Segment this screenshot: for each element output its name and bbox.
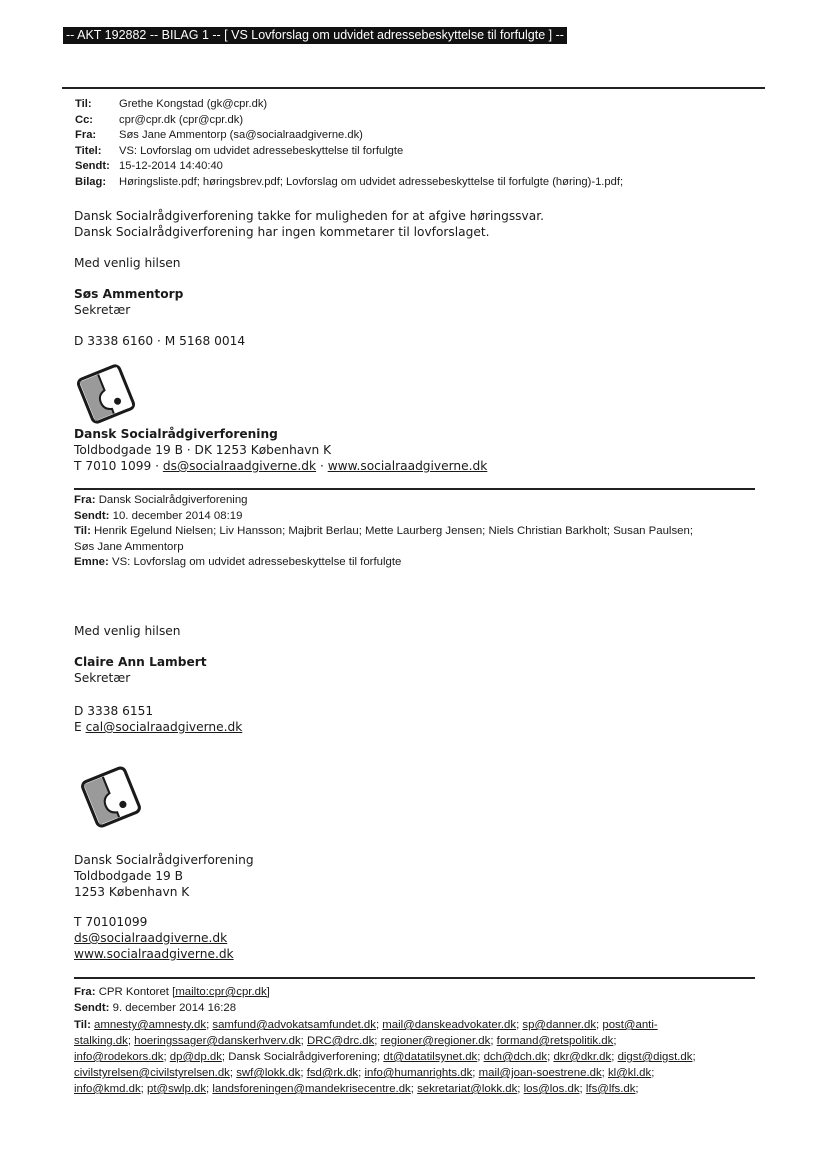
email-link[interactable]: ds@socialraadgiverne.dk	[74, 931, 228, 945]
recipient-separator: ;	[410, 1083, 418, 1095]
recipient-separator: ;	[206, 1019, 213, 1031]
recipient-separator: ;	[472, 1067, 479, 1079]
signature-contact	[74, 703, 242, 735]
attachments-label: Bilag:	[75, 175, 107, 188]
recipient-line	[74, 1033, 696, 1049]
recipient-separator: ;	[651, 1067, 655, 1079]
recipient-email-link[interactable]: dch@dch.dk	[483, 1051, 548, 1063]
recipient-email-link[interactable]: DRC@drc.dk	[307, 1035, 375, 1047]
attachments-value: Høringsliste.pdf; høringsbrev.pdf; Lovforslag om udvidet adressebeskyttelse til forfulgte (høring)-1.pdf;	[119, 175, 624, 188]
divider	[74, 488, 755, 490]
recipient-separator: ;	[206, 1083, 213, 1095]
recipient-separator: ;	[613, 1035, 617, 1047]
signature-phones: D 3338 6160 · M 5168 0014	[74, 334, 246, 348]
recipient-separator: ;	[490, 1035, 497, 1047]
to-value-continued: Søs Jane Ammentorp	[74, 540, 184, 553]
divider	[74, 977, 755, 979]
organization-phone: T 70101099	[74, 915, 148, 929]
recipient-separator: ;	[300, 1067, 307, 1079]
to-value: Grethe Kongstad (gk@cpr.dk)	[119, 98, 268, 110]
recipient-email-link[interactable]: info@kmd.dk	[74, 1083, 141, 1095]
email-prefix: E	[74, 720, 86, 734]
recipient-email-link[interactable]: mail@danskeadvokater.dk	[382, 1019, 517, 1031]
recipient-email-link[interactable]: amnesty@amnesty.dk	[94, 1019, 207, 1031]
from-label: Fra:	[75, 129, 97, 142]
signature-block	[74, 654, 207, 686]
recipient-separator: ;	[229, 1067, 237, 1079]
recipient-email-link[interactable]: mail@joan-soestrene.dk	[478, 1067, 602, 1079]
recipient-email-link[interactable]: stalking.dk	[74, 1035, 128, 1047]
sent-label: Sendt:	[74, 1001, 110, 1014]
greeting: Med venlig hilsen	[74, 624, 181, 638]
recipient-separator: ;	[611, 1051, 618, 1063]
organization-name: Dansk Socialrådgiverforening	[74, 427, 278, 441]
cc-label: Cc:	[75, 113, 94, 126]
message-line: Dansk Socialrådgiverforening takke for muligheden for at afgive høringssvar.	[74, 209, 544, 223]
email-link[interactable]: ds@socialraadgiverne.dk	[162, 459, 317, 473]
recipient-email-link[interactable]: regioner@regioner.dk	[380, 1035, 491, 1047]
organization-contact	[74, 914, 234, 962]
mailto-link[interactable]: [mailto:cpr@cpr.dk]	[172, 986, 270, 998]
recipient-list	[74, 1017, 696, 1097]
recipient-line	[74, 1049, 696, 1065]
divider	[62, 87, 765, 89]
organization-street: Toldbodgade 19 B	[74, 869, 183, 883]
signature-role: Sekretær	[74, 303, 131, 317]
signature-role: Sekretær	[74, 671, 131, 685]
recipient-email-link[interactable]: lfs@lfs.dk	[585, 1083, 636, 1095]
greeting: Med venlig hilsen	[74, 256, 181, 270]
recipient-separator: ;	[140, 1083, 147, 1095]
from-value: Søs Jane Ammentorp (sa@socialraadgiverne.dk)	[119, 129, 363, 142]
from-label: Fra:	[74, 494, 96, 506]
recipient-email-link[interactable]: landsforeningen@mandekrisecentre.dk	[212, 1083, 411, 1095]
recipient-separator: ;	[635, 1083, 639, 1095]
recipient-separator: ;	[516, 1019, 523, 1031]
recipient-separator: ;	[374, 1035, 381, 1047]
recipient-separator: ;	[547, 1051, 554, 1063]
email-line	[74, 719, 242, 735]
recipient-line	[74, 1065, 696, 1081]
signature-name: Claire Ann Lambert	[74, 655, 207, 669]
organization-city: 1253 København K	[74, 885, 190, 899]
subject-value: VS: Lovforslag om udvidet adressebeskyttelse til forfulgte	[111, 556, 402, 568]
recipient-email-link[interactable]: dkr@dkr.dk	[553, 1051, 612, 1063]
sent-value: 15-12-2014 14:40:40	[119, 160, 223, 173]
organization-name: Dansk Socialrådgiverforening	[74, 853, 254, 867]
recipient-email-link[interactable]: dt@datatilsynet.dk	[383, 1051, 478, 1063]
phone-text: T 7010 1099 ·	[74, 459, 163, 473]
to-label: Til:	[75, 98, 92, 110]
recipient-email-link[interactable]: fsd@rk.dk	[306, 1067, 359, 1079]
recipient-line	[74, 1017, 696, 1033]
separator: ·	[316, 459, 328, 473]
organization-address: Toldbodgade 19 B · DK 1253 København K	[74, 443, 332, 457]
email-link[interactable]: cal@socialraadgiverne.dk	[85, 720, 243, 734]
recipient-email-link[interactable]: post@anti-	[602, 1019, 658, 1031]
title-label: Titel:	[75, 144, 102, 157]
sent-label: Sendt:	[75, 160, 110, 173]
organization-logo	[74, 362, 138, 426]
mail-header	[75, 97, 623, 191]
sent-value: 10. december 2014 08:19	[112, 509, 243, 522]
signature-block	[74, 286, 183, 318]
message-line: Dansk Socialrådgiverforening har ingen kommetarer til lovforslaget.	[74, 225, 490, 239]
recipient-email-link[interactable]: kl@kl.dk	[607, 1067, 652, 1079]
recipient-separator: ;	[163, 1051, 170, 1063]
cc-value: cpr@cpr.dk (cpr@cpr.dk)	[119, 113, 244, 126]
recipient-email-link[interactable]: formand@retspolitik.dk	[496, 1035, 614, 1047]
recipient-separator: ;	[692, 1051, 696, 1063]
signature-name: Søs Ammentorp	[74, 287, 184, 301]
recipient-email-link[interactable]: samfund@advokatsamfundet.dk	[212, 1019, 376, 1031]
recipient-separator: ;	[601, 1067, 608, 1079]
forward-header	[74, 985, 270, 1016]
organization-block	[74, 426, 487, 474]
sent-label: Sendt:	[74, 509, 110, 522]
sent-value: 9. december 2014 16:28	[112, 1001, 237, 1014]
recipient-separator: ;	[477, 1051, 484, 1063]
to-label: Til:	[74, 1019, 91, 1031]
recipient-separator: ;	[579, 1083, 586, 1095]
recipient-email-link[interactable]: los@los.dk	[523, 1083, 580, 1095]
recipient-separator: ; Dansk Socialrådgiverforening;	[221, 1051, 384, 1063]
recipient-email-link[interactable]: sp@danner.dk	[522, 1019, 597, 1031]
from-value: Dansk Socialrådgiverforening	[98, 494, 248, 506]
to-label: Til:	[74, 525, 91, 537]
recipient-separator: ;	[596, 1019, 603, 1031]
recipient-email-link[interactable]: swf@lokk.dk	[236, 1067, 301, 1079]
organization-block	[74, 852, 254, 900]
subject-label: Emne:	[74, 556, 109, 568]
recipient-email-link[interactable]: sekretariat@lokk.dk	[417, 1083, 518, 1095]
message-body	[74, 208, 544, 240]
recipient-separator: ;	[375, 1019, 383, 1031]
recipient-separator: ;	[517, 1083, 524, 1095]
to-value: Henrik Egelund Nielsen; Liv Hansson; Majbrit Berlau; Mette Laurberg Jensen; Niels Christian Barkholt; Susan Paulsen;	[94, 525, 693, 537]
direct-phone: D 3338 6151	[74, 704, 154, 718]
recipient-separator: ;	[127, 1035, 135, 1047]
title-value: VS: Lovforslag om udvidet adressebeskyttelse til forfulgte	[119, 144, 404, 157]
recipient-email-link[interactable]: civilstyrelsen@civilstyrelsen.dk	[74, 1067, 230, 1079]
recipient-line	[74, 1081, 696, 1097]
recipient-email-link[interactable]: info@rodekors.dk	[74, 1051, 164, 1063]
recipient-email-link[interactable]: info@humanrights.dk	[364, 1067, 473, 1079]
recipient-email-link[interactable]: pt@swlp.dk	[147, 1083, 207, 1095]
recipient-email-link[interactable]: digst@digst.dk	[617, 1051, 693, 1063]
organization-contact	[74, 458, 487, 474]
recipient-email-link[interactable]: dp@dp.dk	[169, 1051, 222, 1063]
forward-header	[74, 493, 693, 571]
document-banner: -- AKT 192882 -- BILAG 1 -- [ VS Lovforslag om udvidet adressebeskyttelse til forfulgte ] --	[63, 27, 567, 44]
from-label: Fra:	[74, 986, 96, 998]
website-link[interactable]: www.socialraadgiverne.dk	[74, 947, 234, 961]
recipient-separator: ;	[300, 1035, 307, 1047]
website-link[interactable]: www.socialraadgiverne.dk	[327, 459, 488, 473]
recipient-email-link[interactable]: hoeringssager@danskerhverv.dk	[134, 1035, 301, 1047]
organization-logo	[78, 764, 144, 830]
recipient-separator: ;	[358, 1067, 365, 1079]
from-value: CPR Kontoret	[98, 986, 173, 998]
